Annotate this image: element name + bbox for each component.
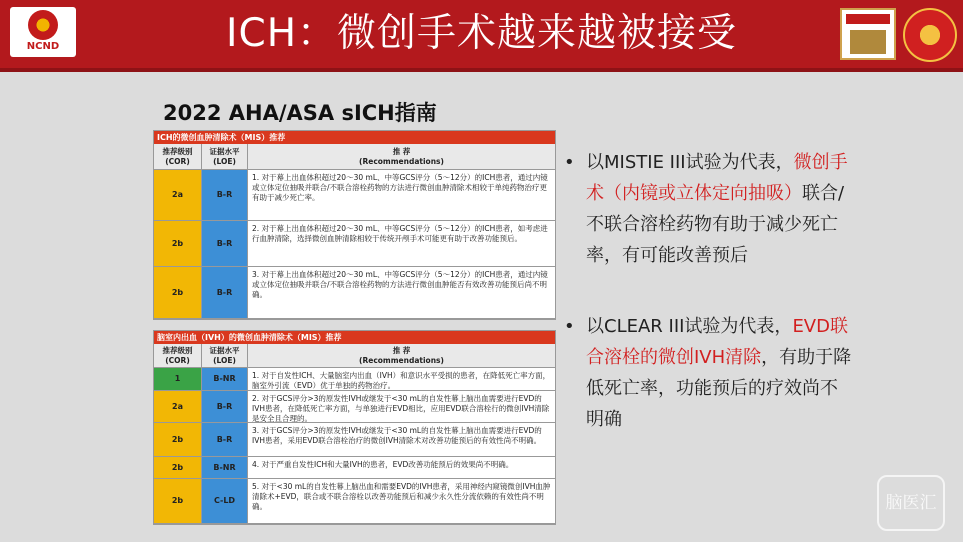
university-logo-banner [846, 14, 890, 24]
loe-cell: B-R [202, 221, 248, 266]
table-row [154, 267, 555, 319]
table-row [154, 457, 555, 479]
recommendation-cell: 2. 对于GCS评分>3的原发性IVH或继发于<30 mL的自发性幕上脑出血需要进行EVD的IVH患者，在降低死亡率方面，与单独进行EVD相比，应用EVD联合溶栓行的微创IVH清除是安全且合理的。 [252, 394, 550, 422]
bullet-mistie-highlight: 微创手术（内镜或立体定向抽吸） [586, 152, 848, 204]
slide-title: ICH：微创手术越来越被接受 [225, 11, 738, 56]
university-logo-building [850, 30, 886, 54]
bullet-dot: • [564, 152, 575, 173]
header-rec-english: (Recommendations) [359, 355, 444, 365]
table-caption: ICH的微创血肿清除术（MIS）推荐 [154, 131, 555, 144]
cor-cell: 2a [154, 170, 202, 220]
table-header [154, 144, 555, 170]
loe-cell: B-NR [202, 457, 248, 478]
header-cor-abbr: (COR) [165, 156, 190, 166]
bullet-mistie-intro: 以MISTIE III试验为代表， [586, 152, 794, 173]
cor-cell: 2b [154, 479, 202, 523]
header-loe-abbr: (LOE) [213, 156, 236, 166]
table-row [154, 479, 555, 524]
bullet-clear-conclusion: ，有助于降低死亡率，功能预后的疗效尚不明确 [586, 347, 852, 430]
header-rec-english: (Recommendations) [359, 156, 444, 166]
loe-cell: B-R [202, 170, 248, 220]
header-cor-abbr: (COR) [165, 355, 190, 365]
header-loe [202, 144, 248, 170]
cor-cell: 2b [154, 423, 202, 456]
bullet-clear [562, 311, 852, 435]
recommendation-cell: 2. 对于幕上出血体积超过20～30 mL、中等GCS评分（5～12分）的ICH患者，如考虑进行血肿清除，选择微创血肿清除相较于传统开颅手术可能更有助于改善功能预后。 [252, 224, 548, 243]
watermark-logo: 脑医汇 [877, 475, 945, 531]
table-row [154, 170, 555, 221]
header-cor [154, 144, 202, 170]
header-recommendations [248, 344, 555, 368]
cor-cell: 2b [154, 221, 202, 266]
header-loe [202, 344, 248, 368]
loe-cell: B-R [202, 423, 248, 456]
bullet-clear-highlight: EVD联合溶栓的微创IVH清除 [586, 316, 848, 368]
table-row [154, 423, 555, 457]
header-cor-label: 推荐级别 [162, 146, 193, 156]
bullet-mistie [562, 147, 852, 271]
bullet-mistie-conclusion: 联合/不联合溶栓药物有助于减少死亡率，有可能改善预后 [586, 183, 845, 266]
ncnd-logo-text: NCND [26, 41, 60, 52]
loe-cell: B-R [202, 267, 248, 318]
table-header [154, 344, 555, 368]
header-loe-label: 证据水平 [209, 345, 240, 355]
guideline-subtitle: 2022 AHA/ASA sICH指南 [163, 101, 437, 125]
bullet-dot: • [564, 316, 575, 337]
recommendation-cell: 3. 对于GCS评分>3的原发性IVH或继发于<30 mL的自发性幕上脑出血需要进行EVD的IVH患者，采用EVD联合溶栓治疗的微创IVH清除术对改善功能预后的有效性尚不明确。 [252, 426, 542, 445]
ich-mis-table [153, 130, 556, 320]
header-rec-label: 推 荐 [392, 345, 411, 355]
recommendation-cell: 5. 对于<30 mL的自发性幕上脑出血和需要EVD的IVH患者，采用神经内窥镜微创IVH血肿清除术+EVD，联合或不联合溶栓以改善功能预后和减少永久性分流依赖的有效性尚不明确。 [252, 482, 551, 511]
header-cor [154, 344, 202, 368]
key-points [562, 147, 852, 435]
hospital-seal-logo [903, 8, 957, 62]
university-logo [840, 8, 896, 60]
table-row [154, 391, 555, 423]
recommendation-cell: 1. 对于自发性ICH、大量脑室内出血（IVH）和意识水平受损的患者，在降低死亡率方面，脑室外引流（EVD）优于单独的药物治疗。 [252, 371, 551, 390]
table-row [154, 221, 555, 267]
cor-cell: 1 [154, 368, 202, 390]
loe-cell: C-LD [202, 479, 248, 523]
table-row [154, 368, 555, 391]
header-rec-label: 推 荐 [392, 146, 411, 156]
header-shadow [0, 68, 963, 72]
recommendation-cell: 4. 对于严重自发性ICH和大量IVH的患者，EVD改善功能预后的效果尚不明确。 [252, 460, 514, 469]
ivh-mis-table [153, 330, 556, 525]
loe-cell: B-R [202, 391, 248, 422]
bullet-clear-intro: 以CLEAR III试验为代表， [586, 316, 793, 337]
cor-cell: 2a [154, 391, 202, 422]
cor-cell: 2b [154, 457, 202, 478]
header-cor-label: 推荐级别 [162, 345, 193, 355]
cor-cell: 2b [154, 267, 202, 318]
header-loe-label: 证据水平 [209, 146, 240, 156]
recommendation-cell: 3. 对于幕上出血体积超过20～30 mL、中等GCS评分（5～12分）的ICH患者，通过内镜或立体定位抽吸并联合/不联合溶栓药物的方法进行微创血肿能否有效改善功能预后尚不明确。 [252, 270, 548, 299]
header-recommendations [248, 144, 555, 170]
table-caption: 脑室内出血（IVH）的微创血肿清除术（MIS）推荐 [154, 331, 555, 344]
recommendation-cell: 1. 对于幕上出血体积超过20～30 mL、中等GCS评分（5～12分）的ICH患者，通过内镜或立体定位抽吸并联合/不联合溶栓药物的方法进行微创血肿清除术相较于单纯药物治疗更有助于减少死亡率。 [252, 173, 548, 202]
loe-cell: B-NR [202, 368, 248, 390]
header-loe-abbr: (LOE) [213, 355, 236, 365]
